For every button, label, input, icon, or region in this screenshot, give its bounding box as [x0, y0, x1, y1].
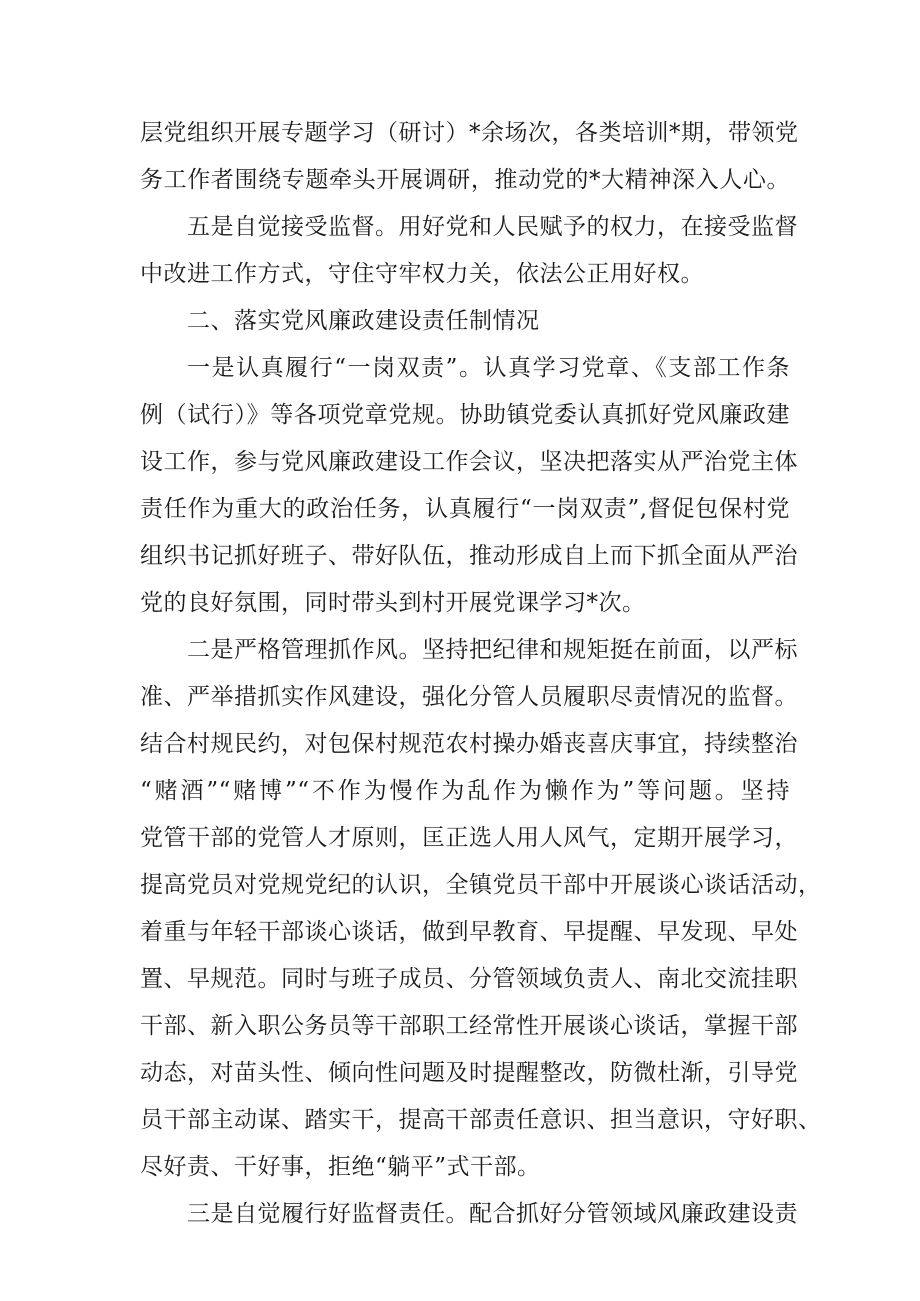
paragraph-2-start: 二是严格管理抓作风。坚持把纪律和规矩挺在前面，以严标	[187, 637, 798, 663]
text-line-4: 中改进工作方式，守住守牢权力关，依法公正用好权。	[140, 261, 704, 287]
text-line-10: 组织书记抓好班子、带好队伍，推动形成自上而下抓全面从严治	[140, 543, 798, 569]
text-line-9: 责任作为重大的政治任务，认真履行“一岗双责”,督促包保村党	[140, 496, 790, 522]
paragraph-5-start: 五是自觉接受监督。用好党和人民赋予的权力，在接受监督	[187, 214, 798, 240]
text-line-21: 动态，对苗头性、倾向性问题及时提醒整改，防微杜渐，引导党	[140, 1060, 798, 1086]
text-line-1: 层党组织开展专题学习（研讨）*余场次，各类培训*期，带领党	[140, 120, 799, 146]
text-line-11: 党的良好氛围，同时带头到村开展党课学习*次。	[140, 590, 646, 616]
text-line-22: 员干部主动谋、踏实干，提高干部责任意识、担当意识，守好职、	[140, 1107, 822, 1133]
text-line-23: 尽好责、干好事，拒绝“躺平”式干部。	[140, 1154, 541, 1180]
paragraph-3-start: 三是自觉履行好监督责任。配合抓好分管领域风廉政建设责	[187, 1201, 798, 1227]
text-line-14: 结合村规民约，对包保村规范农村操办婚丧喜庆事宜，持续整治	[140, 731, 798, 757]
text-line-15: “赌酒”“赌博”“不作为慢作为乱作为懒作为”等问题。坚持	[140, 778, 790, 804]
paragraph-1-start: 一是认真履行“一岗双责”。认真学习党章、《支部工作条	[187, 355, 790, 381]
text-line-19: 置、早规范。同时与班子成员、分管领域负责人、南北交流挂职	[140, 966, 798, 992]
text-line-8: 设工作，参与党风廉政建设工作会议，坚决把落实从严治党主体	[140, 449, 798, 475]
text-line-2: 务工作者围绕专题牵头开展调研，推动党的*大精神深入人心。	[140, 167, 790, 193]
text-line-7: 例（试行）》等各项党章党规。协助镇党委认真抓好党风廉政建	[140, 402, 790, 428]
text-line-18: 着重与年轻干部谈心谈话，做到早教育、早提醒、早发现、早处	[140, 919, 798, 945]
text-line-16: 党管干部的党管人才原则，匡正选人用人风气，定期开展学习，	[140, 825, 798, 851]
text-line-17: 提高党员对党规党纪的认识，全镇党员干部中开展谈心谈话活动，	[140, 872, 822, 898]
text-line-20: 干部、新入职公务员等干部职工经常性开展谈心谈话，掌握干部	[140, 1013, 798, 1039]
section-heading: 二、落实党风廉政建设责任制情况	[187, 308, 540, 334]
text-line-13: 准、严举措抓实作风建设，强化分管人员履职尽责情况的监督。	[140, 684, 798, 710]
